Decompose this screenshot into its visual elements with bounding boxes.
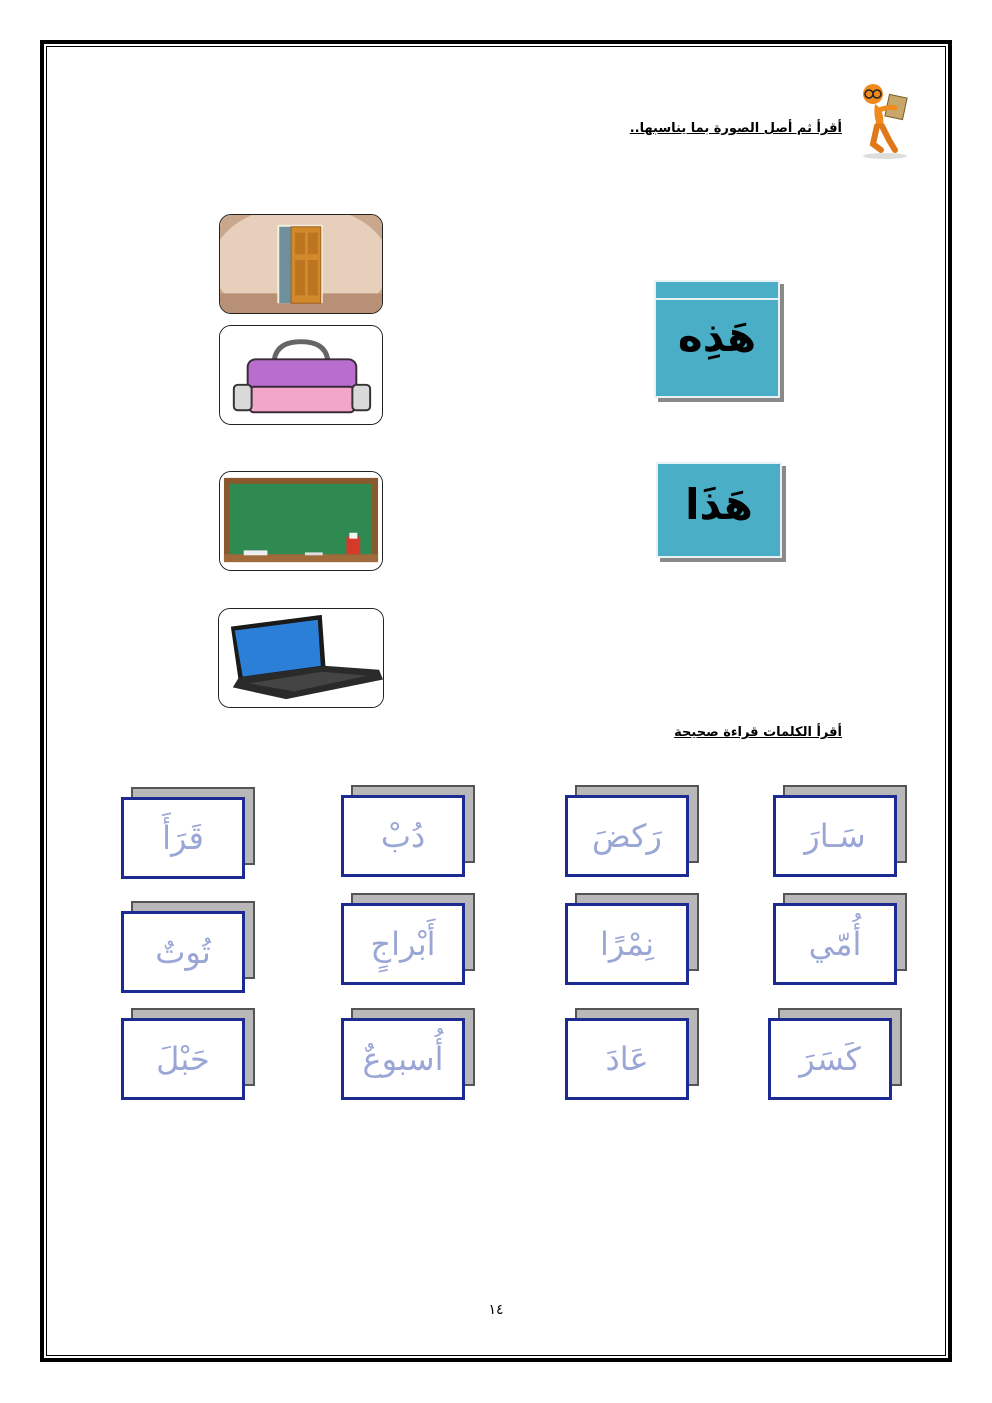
word-card — [565, 1018, 689, 1100]
word-card — [773, 903, 897, 985]
blackboard-picture — [219, 471, 383, 571]
word-text: عَادَ — [605, 1040, 649, 1078]
word-text: سَـارَ — [804, 817, 866, 855]
card-top-strip — [656, 282, 778, 300]
laptop-picture — [218, 608, 384, 708]
page-inner-border — [46, 46, 946, 1356]
demonstrative-word: هَذَا — [685, 480, 753, 529]
laptop-icon — [219, 609, 383, 707]
word-text: أَبْراجٍ — [370, 925, 436, 963]
bag-picture — [219, 325, 383, 425]
word-text: تُوتٌ — [155, 933, 211, 971]
word-text: أُسبوعٌ — [362, 1040, 444, 1078]
word-card — [768, 1018, 892, 1100]
word-card — [565, 903, 689, 985]
word-text: نِمْرًا — [600, 925, 654, 963]
word-text: دُبْ — [380, 817, 426, 855]
page-number: ١٤ — [488, 1302, 504, 1318]
demonstrative-card-hadhihi — [654, 280, 780, 398]
bag-icon — [220, 326, 382, 424]
word-card — [121, 911, 245, 993]
blackboard-icon — [220, 472, 382, 570]
reader-mascot-icon — [855, 80, 915, 160]
word-card — [341, 795, 465, 877]
word-text: حَبْلَ — [156, 1040, 210, 1078]
demonstrative-card-hadha — [656, 462, 782, 558]
door-icon — [220, 215, 382, 313]
word-text: أُمّي — [808, 925, 862, 963]
word-card — [341, 903, 465, 985]
word-card — [773, 795, 897, 877]
word-card — [121, 797, 245, 879]
word-text: قَرَأَ — [162, 819, 204, 857]
word-text: رَكضَ — [592, 817, 662, 855]
demonstrative-word: هَذِه — [677, 312, 757, 361]
match-instruction-title: أقرأ ثم أصل الصورة بما يناسبها.. — [629, 121, 842, 136]
word-card — [121, 1018, 245, 1100]
word-text: كَسَرَ — [799, 1040, 861, 1078]
reading-instruction-title: أقرأ الكلمات قراءة صحيحة — [674, 725, 842, 740]
word-card — [565, 795, 689, 877]
door-picture — [219, 214, 383, 314]
word-card — [341, 1018, 465, 1100]
